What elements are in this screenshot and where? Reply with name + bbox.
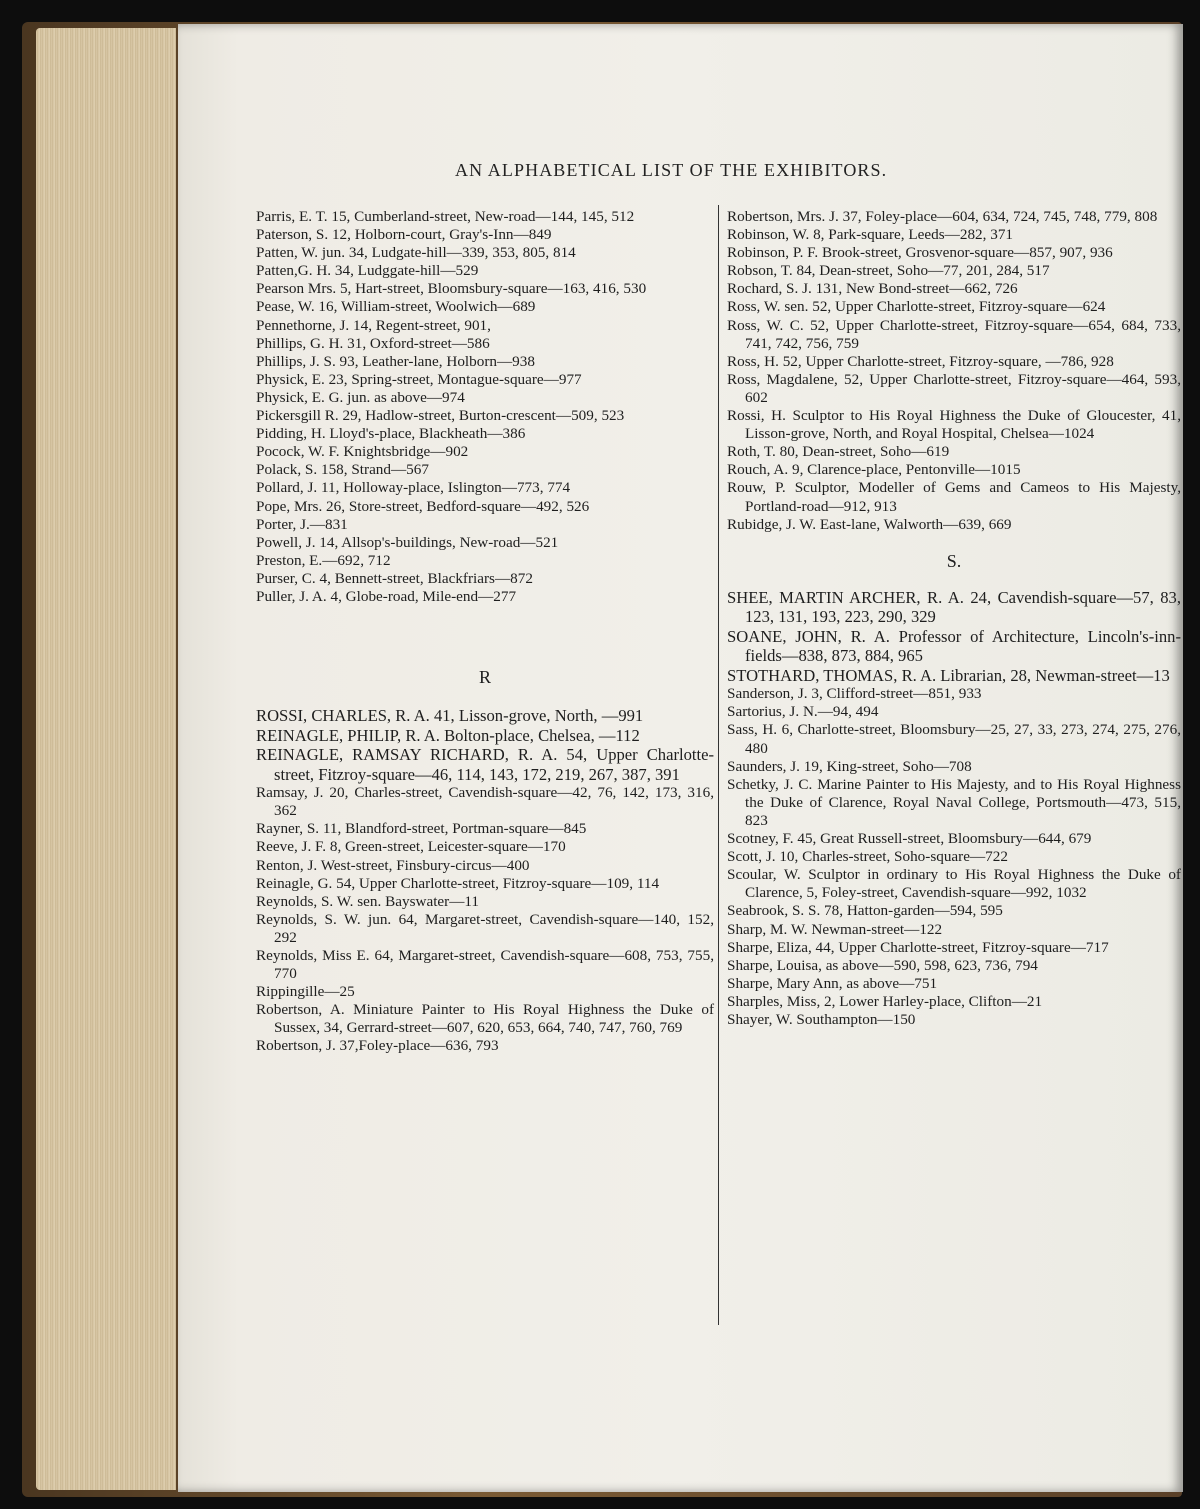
exhibitor-entry: Pope, Mrs. 26, Store-street, Bedford-square—492, 526	[256, 497, 590, 515]
exhibitor-entry: Robinson, P. F. Brook-street, Grosvenor-square—857, 907, 936	[727, 244, 1113, 262]
exhibitor-entry: Sartorius, J. N.—94, 494	[727, 703, 879, 721]
exhibitor-entry: Pearson Mrs. 5, Hart-street, Bloomsbury-square—163, 416, 530	[256, 280, 647, 298]
entries-r-caps	[256, 706, 714, 784]
exhibitor-entry: Sass, H. 6, Charlotte-street, Bloomsbury—25, 27, 33, 273, 274, 275, 276, 480	[727, 721, 1181, 757]
exhibitor-entry: Pickersgill R. 29, Hadlow-street, Burton-crescent—509, 523	[256, 407, 625, 425]
exhibitor-entry: Robertson, Mrs. J. 37, Foley-place—604, 634, 724, 745, 748, 779, 808	[727, 208, 1158, 225]
exhibitor-entry: Preston, E.—692, 712	[256, 551, 391, 569]
exhibitor-entry: Robertson, A. Miniature Painter to His Royal Highness the Duke of Sussex, 34, Gerrard-street—607, 620, 653, 664, 740, 747, 760, 769	[256, 1001, 714, 1037]
exhibitor-entry: Phillips, J. S. 93, Leather-lane, Holborn—938	[256, 352, 535, 370]
exhibitor-entry: Seabrook, S. S. 78, Hatton-garden—594, 595	[727, 902, 1003, 920]
exhibitor-entry: Robson, T. 84, Dean-street, Soho—77, 201, 284, 517	[727, 262, 1050, 280]
exhibitor-entry: Ross, H. 52, Upper Charlotte-street, Fitzroy-square, —786, 928	[727, 352, 1114, 370]
exhibitor-entry: REINAGLE, RAMSAY RICHARD, R. A. 54, Upper Charlotte-street, Fitzroy-square—46, 114, 143, 172, 219, 267, 387, 391	[256, 745, 714, 784]
exhibitor-entry: SHEE, MARTIN ARCHER, R. A. 24, Cavendish-square—57, 83, 123, 131, 193, 223, 290, 329	[727, 587, 1181, 627]
exhibitor-entry: Phillips, G. H. 31, Oxford-street—586	[256, 334, 490, 352]
exhibitor-entry: Puller, J. A. 4, Globe-road, Mile-end—277	[256, 587, 517, 605]
entries-r	[256, 784, 714, 1055]
exhibitor-entry: Scott, J. 10, Charles-street, Soho-square—722	[727, 848, 1008, 866]
exhibitor-entry: Schetky, J. C. Marine Painter to His Majesty, and to His Royal Highness the Duke of Clarence, Royal Naval College, Portsmouth—473, 515, 823	[727, 775, 1181, 829]
exhibitor-entry: Pease, W. 16, William-street, Woolwich—689	[256, 298, 536, 316]
exhibitor-entry: Ramsay, J. 20, Charles-street, Cavendish-square—42, 76, 142, 173, 316, 362	[256, 784, 714, 820]
exhibitor-entry: Physick, E. G. jun. as above—974	[256, 388, 465, 406]
exhibitor-entry: Rubidge, J. W. East-lane, Walworth—639, 669	[727, 515, 1012, 533]
exhibitor-entry: Reynolds, S. W. jun. 64, Margaret-street, Cavendish-square—140, 152, 292	[256, 910, 714, 946]
exhibitor-entry: Parris, E. T. 15, Cumberland-street, New-road—144, 145, 512	[256, 208, 635, 225]
exhibitor-entry: Patten,G. H. 34, Ludggate-hill—529	[256, 262, 479, 280]
exhibitor-entry: Powell, J. 14, Allsop's-buildings, New-road—521	[256, 533, 559, 551]
entries-r-cont	[727, 208, 1181, 534]
exhibitor-entry: Rippingille—25	[256, 983, 355, 1001]
exhibitor-entry: Reeve, J. F. 8, Green-street, Leicester-square—170	[256, 838, 566, 856]
exhibitor-entry: Saunders, J. 19, King-street, Soho—708	[727, 757, 972, 775]
exhibitor-entry: Ross, W. sen. 52, Upper Charlotte-street, Fitzroy-square—624	[727, 298, 1106, 316]
left-column	[256, 208, 714, 1056]
exhibitor-entry: Roth, T. 80, Dean-street, Soho—619	[727, 443, 950, 461]
exhibitor-entry: Patten, W. jun. 34, Ludgate-hill—339, 353, 805, 814	[256, 244, 576, 262]
exhibitor-entry: STOTHARD, THOMAS, R. A. Librarian, 28, Newman-street—13	[727, 665, 1170, 685]
exhibitor-entry: Sharpe, Mary Ann, as above—751	[727, 974, 938, 992]
right-column	[727, 208, 1181, 1029]
exhibitor-entry: Ross, W. C. 52, Upper Charlotte-street, Fitzroy-square—654, 684, 733, 741, 742, 756, 759	[727, 316, 1181, 352]
exhibitor-entry: Porter, J.—831	[256, 515, 348, 533]
exhibitor-entry: Reinagle, G. 54, Upper Charlotte-street, Fitzroy-square—109, 114	[256, 874, 660, 892]
exhibitor-entry: Polack, S. 158, Strand—567	[256, 461, 429, 479]
exhibitor-entry: Reynolds, S. W. sen. Bayswater—11	[256, 892, 480, 910]
exhibitor-entry: Purser, C. 4, Bennett-street, Blackfriars—872	[256, 569, 533, 587]
exhibitor-entry: SOANE, JOHN, R. A. Professor of Architecture, Lincoln's-inn-fields—838, 873, 884, 965	[727, 626, 1181, 666]
entries-s	[727, 685, 1181, 1029]
exhibitor-entry: Pidding, H. Lloyd's-place, Blackheath—386	[256, 425, 526, 443]
exhibitor-entry: Scotney, F. 45, Great Russell-street, Bloomsbury—644, 679	[727, 830, 1092, 848]
exhibitor-entry: Rossi, H. Sculptor to His Royal Highness the Duke of Gloucester, 41, Lisson-grove, North, and Royal Hospital, Chelsea—1024	[727, 407, 1181, 443]
exhibitor-entry: Robinson, W. 8, Park-square, Leeds—282, 371	[727, 226, 1014, 244]
column-divider	[718, 205, 719, 1325]
exhibitor-entry: ROSSI, CHARLES, R. A. 41, Lisson-grove, North, —991	[256, 706, 644, 726]
page-title: AN ALPHABETICAL LIST OF THE EXHIBITORS.	[455, 160, 888, 180]
page-edges	[36, 28, 176, 1490]
exhibitor-entry: Pennethorne, J. 14, Regent-street, 901,	[256, 316, 491, 334]
exhibitor-entry: Rouch, A. 9, Clarence-place, Pentonville—1015	[727, 461, 1021, 479]
exhibitor-entry: Sharp, M. W. Newman-street—122	[727, 920, 943, 938]
exhibitor-entry: Pocock, W. F. Knightsbridge—902	[256, 443, 469, 461]
exhibitor-entry: Sharpe, Eliza, 44, Upper Charlotte-street, Fitzroy-square—717	[727, 938, 1109, 956]
exhibitor-entry: Physick, E. 23, Spring-street, Montague-square—977	[256, 370, 582, 388]
exhibitor-entry: REINAGLE, PHILIP, R. A. Bolton-place, Chelsea, —112	[256, 725, 640, 745]
exhibitor-entry: Robertson, J. 37,Foley-place—636, 793	[256, 1037, 499, 1055]
section-letter-r: R	[478, 667, 491, 688]
exhibitor-entry: Sharples, Miss, 2, Lower Harley-place, Clifton—21	[727, 992, 1043, 1010]
section-letter-s: S.	[946, 550, 962, 571]
exhibitor-entry: Rouw, P. Sculptor, Modeller of Gems and Cameos to His Majesty, Portland-road—912, 913	[727, 479, 1181, 515]
exhibitor-entry: Scoular, W. Sculptor in ordinary to His Royal Highness the Duke of Clarence, 5, Foley-street, Cavendish-square—992, 1032	[727, 866, 1181, 902]
exhibitor-entry: Shayer, W. Southampton—150	[727, 1010, 916, 1028]
exhibitor-entry: Sanderson, J. 3, Clifford-street—851, 933	[727, 685, 982, 703]
entries-s-caps	[727, 588, 1181, 686]
exhibitor-entry: Ross, Magdalene, 52, Upper Charlotte-street, Fitzroy-square—464, 593, 602	[727, 370, 1181, 406]
exhibitor-entry: Renton, J. West-street, Finsbury-circus—400	[256, 856, 530, 874]
entries-p	[256, 208, 714, 606]
exhibitor-entry: Sharpe, Louisa, as above—590, 598, 623, 736, 794	[727, 956, 1038, 974]
exhibitor-entry: Paterson, S. 12, Holborn-court, Gray's-Inn—849	[256, 226, 552, 244]
exhibitor-entry: Reynolds, Miss E. 64, Margaret-street, Cavendish-square—608, 753, 755, 770	[256, 947, 714, 983]
exhibitor-entry: Rayner, S. 11, Blandford-street, Portman-square—845	[256, 820, 587, 838]
exhibitor-entry: Rochard, S. J. 131, New Bond-street—662, 726	[727, 280, 1018, 298]
exhibitor-entry: Pollard, J. 11, Holloway-place, Islington—773, 774	[256, 479, 571, 497]
